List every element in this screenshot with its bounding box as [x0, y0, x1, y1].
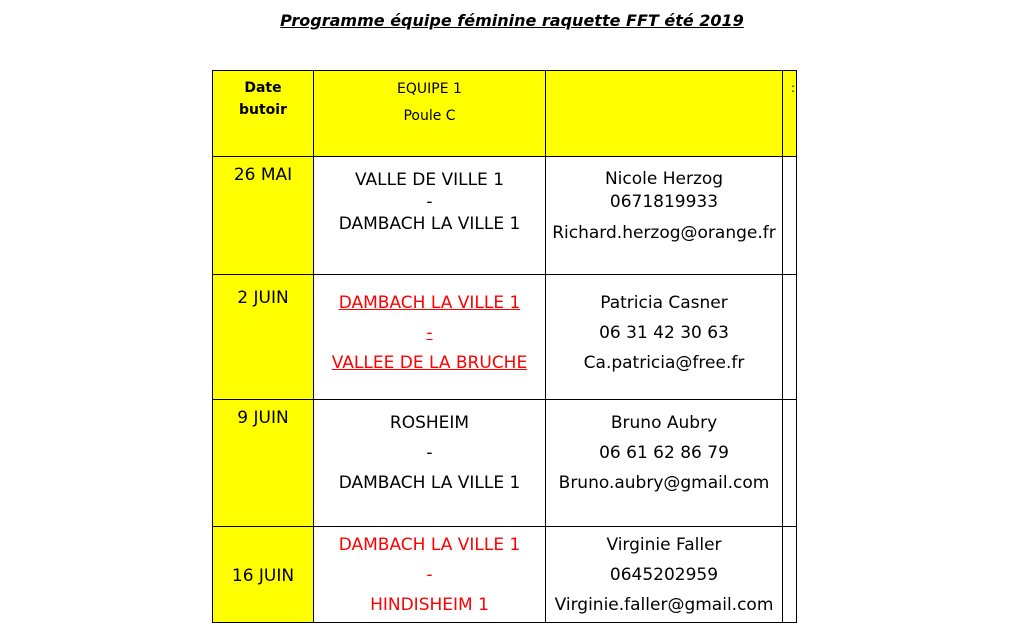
match-date: 26 MAI: [233, 165, 293, 185]
contact-phone: 0671819933: [609, 192, 719, 212]
date-cell: [213, 157, 314, 275]
contact-name: Bruno Aubry: [610, 413, 718, 433]
contact-email[interactable]: Virginie.faller@gmail.com: [554, 595, 774, 615]
schedule-table: [212, 70, 797, 623]
contact-cell: [546, 157, 783, 275]
away-team: HINDISHEIM 1: [370, 595, 489, 615]
contact-phone: 06 61 62 86 79: [599, 443, 729, 463]
header-date-label: Date: [244, 80, 282, 96]
home-team: ROSHEIM: [389, 413, 470, 433]
contact-phone: 0645202959: [609, 565, 719, 585]
contact-name: Virginie Faller: [606, 535, 722, 555]
match-date: 2 JUIN: [237, 288, 289, 308]
away-team: DAMBACH LA VILLE 1: [338, 214, 521, 234]
match-date: 9 JUIN: [237, 408, 289, 428]
home-team: VALLE DE VILLE 1: [354, 170, 505, 190]
match-separator: -: [426, 192, 433, 212]
table-header-row: [213, 71, 797, 157]
extra-cell: [783, 157, 797, 275]
contact-email[interactable]: Richard.herzog@orange.fr: [552, 223, 776, 243]
contact-cell: [546, 527, 783, 623]
header-extra-cell: [783, 71, 797, 157]
contact-cell: [546, 400, 783, 527]
extra-cell: [783, 527, 797, 623]
home-team: DAMBACH LA VILLE 1: [338, 535, 521, 555]
contact-email[interactable]: Ca.patricia@free.fr: [583, 353, 745, 373]
contact-name: Nicole Herzog: [604, 169, 724, 189]
match-separator: -: [426, 565, 433, 585]
header-team-label: EQUIPE 1: [397, 81, 462, 97]
contact-name: Patricia Casner: [600, 293, 728, 313]
header-team-cell: [314, 71, 546, 157]
document-title: Programme équipe féminine raquette FFT été 2019: [280, 11, 744, 30]
header-date-sublabel: butoir: [238, 102, 287, 118]
header-extra-mark: :: [790, 81, 795, 95]
match-cell: [314, 275, 546, 400]
date-cell: [213, 527, 314, 623]
contact-cell: [546, 275, 783, 400]
extra-cell: [783, 400, 797, 527]
header-pool-label: Poule C: [403, 108, 456, 124]
contact-phone: 06 31 42 30 63: [599, 323, 729, 343]
home-team: DAMBACH LA VILLE 1: [338, 293, 521, 313]
match-separator: -: [426, 443, 433, 463]
away-team: DAMBACH LA VILLE 1: [338, 473, 521, 493]
date-cell: [213, 400, 314, 527]
table-row: [213, 400, 797, 527]
date-cell: [213, 275, 314, 400]
header-contact-cell: [546, 71, 783, 157]
contact-email[interactable]: Bruno.aubry@gmail.com: [558, 473, 770, 493]
match-cell: [314, 527, 546, 623]
away-team: VALLEE DE LA BRUCHE: [331, 353, 528, 373]
table-row: [213, 275, 797, 400]
table-row: [213, 527, 797, 623]
match-date: 16 JUIN: [231, 565, 295, 586]
match-cell: [314, 157, 546, 275]
header-date-cell: [213, 71, 314, 157]
table-row: [213, 157, 797, 275]
match-separator: -: [426, 323, 433, 343]
extra-cell: [783, 275, 797, 400]
match-cell: [314, 400, 546, 527]
